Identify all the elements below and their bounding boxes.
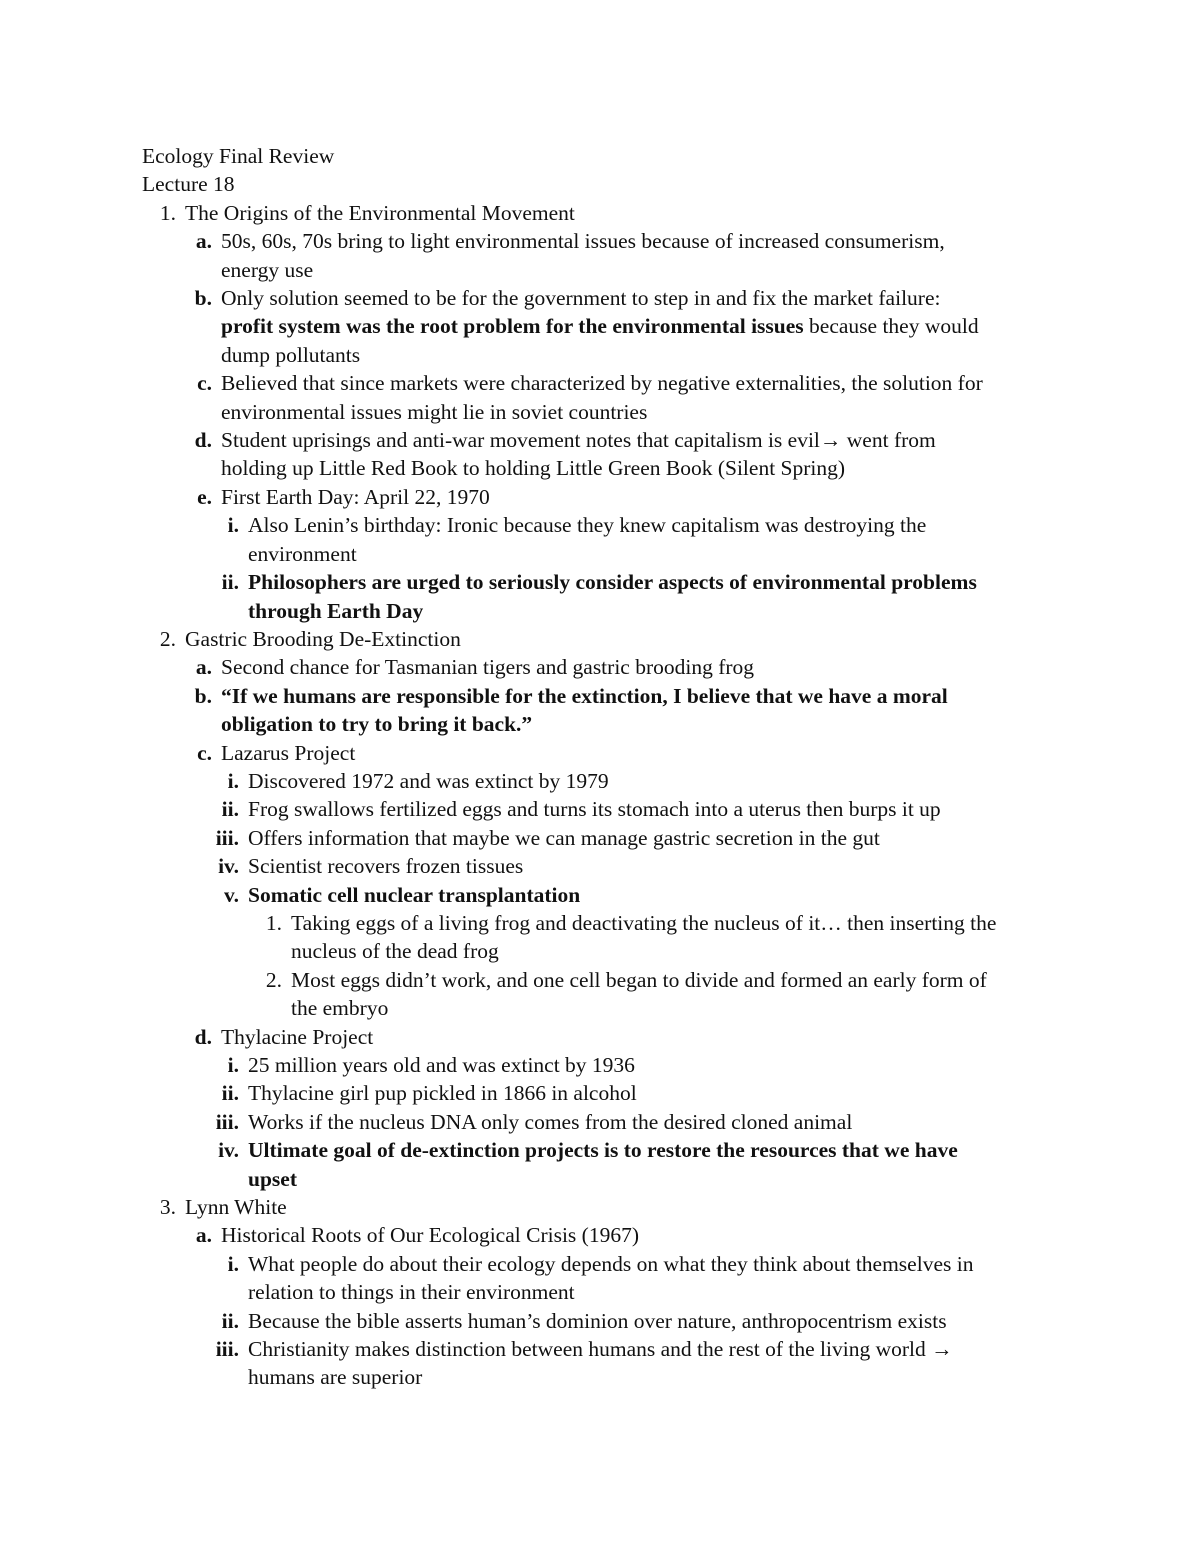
item-marker: b.	[194, 286, 212, 311]
list-item-2c-v-2	[265, 966, 1062, 1023]
list-item-1a	[195, 227, 1062, 284]
item-marker: iii.	[215, 1109, 239, 1134]
list-item-1d	[194, 426, 1062, 483]
list-item-2c-ii	[221, 795, 1062, 823]
list-item-2a	[195, 653, 1062, 681]
item-marker: iv.	[218, 854, 239, 879]
section-heading: Gastric Brooding De-Extinction	[185, 626, 461, 651]
item-marker: i.	[227, 1251, 239, 1276]
item-text: Works if the nucleus DNA only comes from the desired cloned animal	[248, 1109, 853, 1134]
section-heading: The Origins of the Environmental Movement	[185, 200, 575, 225]
item-text: Believed that since markets were characterized by negative externalities, the solution for	[221, 371, 983, 396]
item-text: Because the bible asserts human’s dominion over nature, anthropocentrism exists	[248, 1308, 947, 1333]
item-text-cont: energy use	[221, 257, 314, 282]
item-marker: d.	[194, 428, 212, 453]
item-marker: ii.	[221, 570, 239, 595]
list-item-1e-ii	[221, 568, 1062, 625]
item-text: Somatic cell nuclear transplantation	[248, 882, 581, 907]
item-marker: i.	[227, 768, 239, 793]
item-text: Only solution seemed to be for the government to step in and fix the market failure:	[221, 286, 941, 311]
document-body	[142, 142, 1062, 1392]
item-marker: 2.	[265, 967, 282, 992]
list-item-2c-v	[224, 881, 1062, 909]
list-item-3a-i	[227, 1250, 1062, 1307]
lecture-label: Lecture 18	[142, 172, 235, 197]
item-text: Taking eggs of a living frog and deactivating the nucleus of it… then inserting the	[291, 910, 997, 935]
item-text-cont: relation to things in their environment	[248, 1280, 575, 1305]
list-item-2d	[194, 1023, 1062, 1051]
item-text-cont: upset	[248, 1166, 297, 1191]
item-marker: i.	[227, 1053, 239, 1077]
item-text: Lazarus Project	[221, 740, 356, 765]
list-item-2d-iii	[215, 1108, 1062, 1136]
item-marker: ii.	[221, 797, 239, 822]
item-text: Student uprisings and anti-war movement notes that capitalism is evil→ went from	[221, 428, 936, 453]
section-marker: 3.	[159, 1195, 176, 1220]
list-item-2c	[197, 739, 1062, 767]
item-text: Scientist recovers frozen tissues	[248, 854, 524, 879]
list-item-1e	[197, 483, 1062, 511]
item-marker: iii.	[215, 1337, 239, 1362]
item-text: Ultimate goal of de-extinction projects is to restore the resources that we have	[248, 1138, 958, 1163]
item-text: Thylacine Project	[221, 1024, 374, 1049]
item-text: Most eggs didn’t work, and one cell began to divide and formed an early form of	[291, 967, 987, 992]
item-marker: c.	[197, 371, 212, 396]
item-marker: iii.	[215, 825, 239, 850]
document-title: Ecology Final Review	[142, 144, 335, 168]
item-text: First Earth Day: April 22, 1970	[221, 484, 490, 509]
list-item-2d-iv	[218, 1136, 1062, 1193]
item-text: What people do about their ecology depends on what they think about themselves in	[248, 1251, 974, 1276]
item-marker: e.	[197, 484, 212, 509]
list-item-2d-ii	[221, 1079, 1062, 1107]
list-item-2c-i	[227, 767, 1062, 795]
list-item-3a	[195, 1221, 1062, 1249]
item-text-cont: dump pollutants	[221, 342, 361, 367]
item-text-cont: environmental issues might lie in soviet countries	[221, 399, 648, 424]
item-text-cont: holding up Little Red Book to holding Little Green Book (Silent Spring)	[221, 456, 846, 481]
item-marker: a.	[195, 229, 212, 254]
item-text-cont	[221, 312, 1062, 340]
item-marker: c.	[197, 740, 212, 765]
section-heading: Lynn White	[185, 1195, 287, 1220]
quote-text: “If we humans are responsible for the extinction, I believe that we have a moral	[221, 683, 948, 708]
item-text: Christianity makes distinction between humans and the rest of the living world →	[248, 1337, 953, 1362]
section-marker: 2.	[159, 626, 176, 651]
section-3	[159, 1193, 1062, 1221]
list-item-3a-ii	[221, 1307, 1062, 1335]
list-item-2c-iv	[218, 852, 1062, 880]
item-text: Second chance for Tasmanian tigers and gastric brooding frog	[221, 655, 755, 680]
item-text: Offers information that maybe we can manage gastric secretion in the gut	[248, 825, 880, 850]
item-marker: iv.	[218, 1138, 239, 1163]
section-1	[159, 199, 1062, 227]
section-2	[159, 625, 1062, 653]
emphasis-text: profit system was the root problem for the environmental issues	[221, 314, 804, 339]
item-marker: ii.	[221, 1308, 239, 1333]
list-item-1b	[194, 284, 1062, 369]
section-marker: 1.	[159, 200, 176, 225]
item-marker: d.	[194, 1024, 212, 1049]
list-item-2b	[194, 682, 1062, 739]
item-text: Thylacine girl pup pickled in 1866 in alcohol	[248, 1081, 637, 1106]
item-text: 50s, 60s, 70s bring to light environmental issues because of increased consumerism,	[221, 229, 945, 254]
item-marker: v.	[224, 882, 239, 907]
list-item-2c-v-1	[265, 909, 1062, 966]
item-marker: 1.	[265, 910, 282, 935]
item-marker: i.	[227, 513, 239, 538]
item-text: Frog swallows fertilized eggs and turns its stomach into a uterus then burps it up	[248, 797, 941, 822]
item-marker: ii.	[221, 1081, 239, 1106]
list-item-3a-iii	[215, 1335, 1062, 1392]
item-text-cont: humans are superior	[248, 1365, 423, 1390]
list-item-1e-i	[227, 511, 1062, 568]
list-item-2c-iii	[215, 824, 1062, 852]
item-text-cont: nucleus of the dead frog	[291, 939, 499, 964]
item-text: Philosophers are urged to seriously consider aspects of environmental problems	[248, 570, 977, 595]
item-text-rest: because they would	[803, 314, 979, 339]
item-marker: b.	[194, 683, 212, 708]
item-marker: a.	[195, 655, 212, 680]
quote-text-cont: obligation to try to bring it back.”	[221, 712, 533, 737]
item-text-cont: environment	[248, 541, 357, 566]
item-text: Historical Roots of Our Ecological Crisis (1967)	[221, 1223, 639, 1248]
item-text: Discovered 1972 and was extinct by 1979	[248, 768, 609, 793]
list-item-1c	[197, 369, 1062, 426]
item-text-cont: through Earth Day	[248, 598, 424, 623]
item-marker: a.	[195, 1223, 212, 1248]
list-item-2d-i	[227, 1051, 1062, 1079]
item-text-cont: the embryo	[291, 996, 389, 1021]
item-text: 25 million years old and was extinct by 1936	[248, 1053, 635, 1077]
item-text: Also Lenin’s birthday: Ironic because they knew capitalism was destroying the	[248, 513, 927, 538]
